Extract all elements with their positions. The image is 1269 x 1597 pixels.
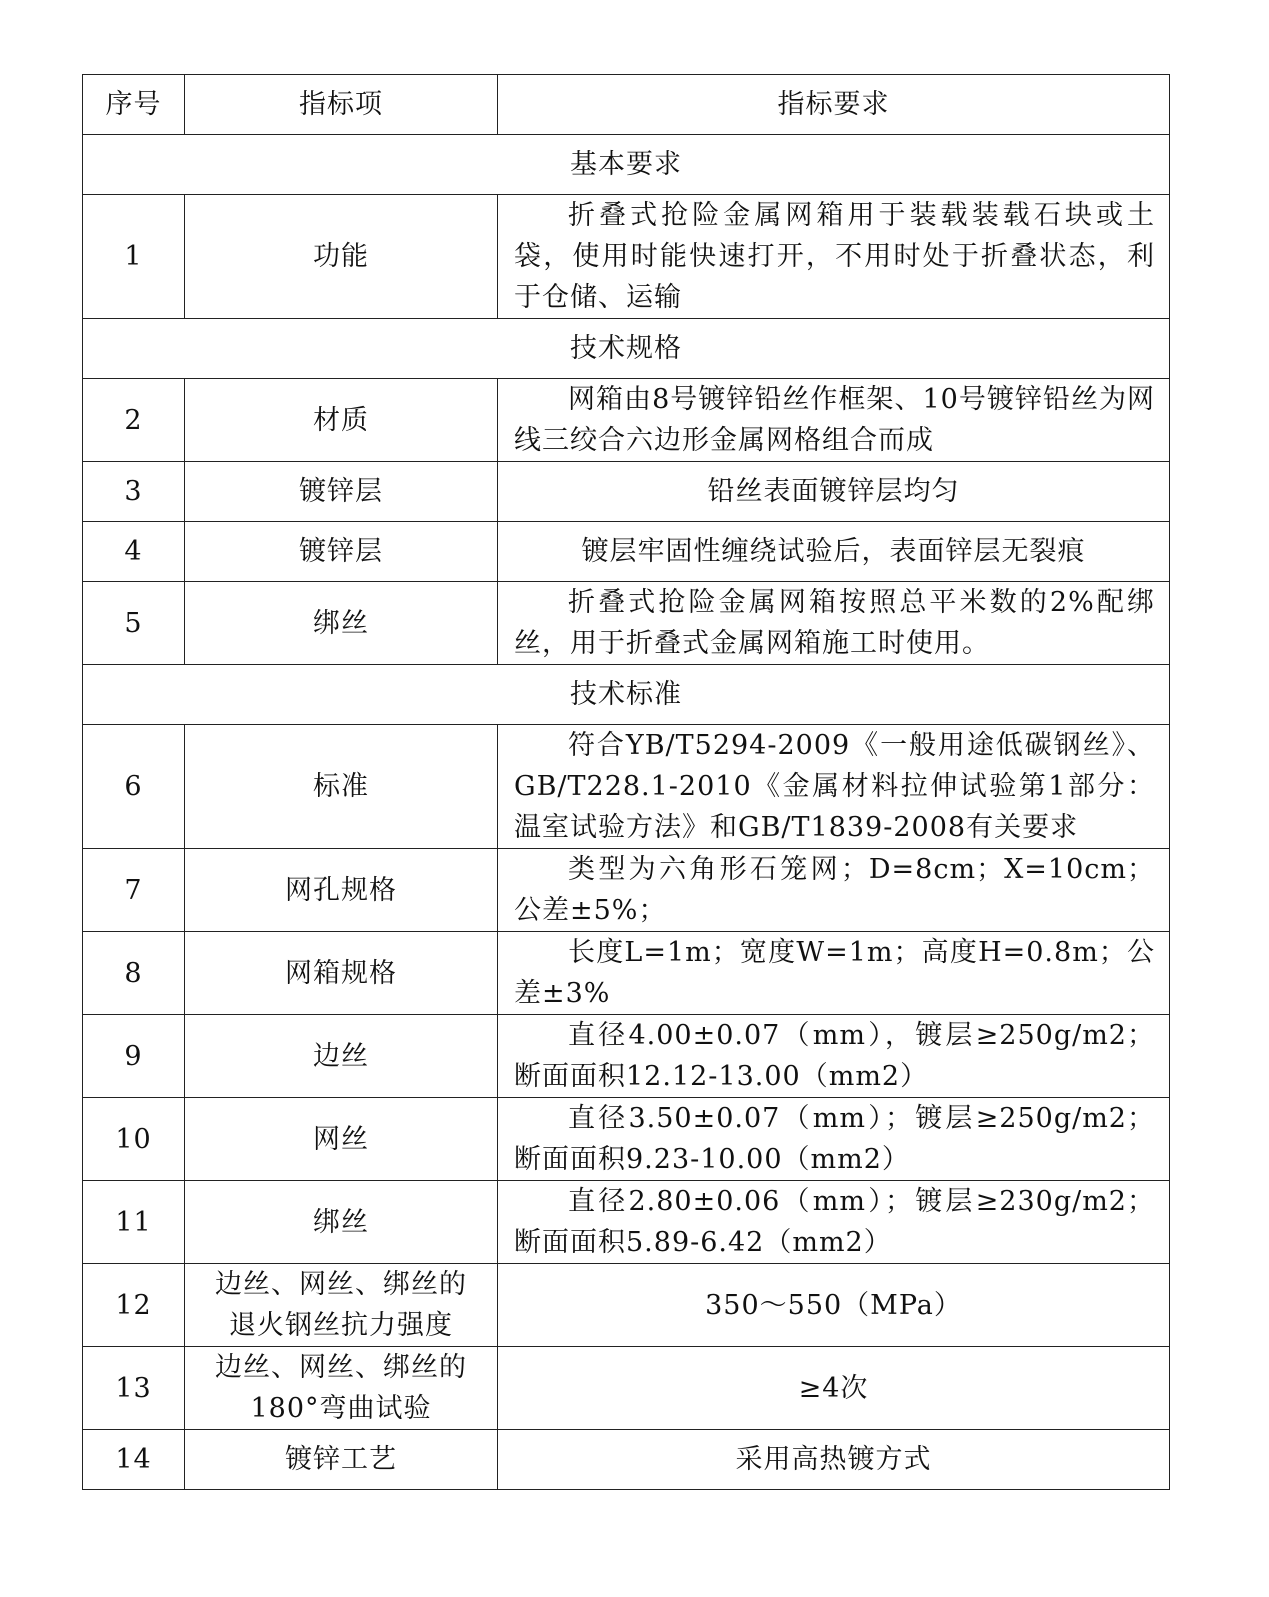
table-row bbox=[83, 462, 1170, 522]
row-requirement: 类型为六角形石笼网；D=8cm；X=10cm；公差±5%； bbox=[498, 849, 1170, 932]
row-requirement: 网箱由8号镀锌铅丝作框架、10号镀锌铅丝为网线三绞合六边形金属网格组合而成 bbox=[498, 379, 1170, 462]
row-item: 标准 bbox=[185, 725, 498, 849]
table-row bbox=[83, 1264, 1170, 1347]
row-requirement: 折叠式抢险金属网箱用于装载装载石块或土袋，使用时能快速打开，不用时处于折叠状态，利于仓储、运输 bbox=[498, 195, 1170, 319]
row-requirement: 350～550（MPa） bbox=[498, 1264, 1170, 1347]
table-row bbox=[83, 1430, 1170, 1490]
row-requirement: ≥4次 bbox=[498, 1347, 1170, 1430]
section-row-spec bbox=[83, 319, 1170, 379]
row-no: 14 bbox=[83, 1430, 185, 1490]
table-row bbox=[83, 1098, 1170, 1181]
row-item: 功能 bbox=[185, 195, 498, 319]
row-no: 5 bbox=[83, 582, 185, 665]
section-title-spec: 技术规格 bbox=[83, 319, 1170, 379]
row-item: 镀锌工艺 bbox=[185, 1430, 498, 1490]
row-item: 材质 bbox=[185, 379, 498, 462]
row-item: 镀锌层 bbox=[185, 522, 498, 582]
row-item: 网孔规格 bbox=[185, 849, 498, 932]
row-requirement: 长度L=1m；宽度W=1m；高度H=0.8m；公差±3% bbox=[498, 932, 1170, 1015]
row-item-line2: 180°弯曲试验 bbox=[250, 1393, 432, 1424]
table-row bbox=[83, 1015, 1170, 1098]
row-item-line1: 边丝、网丝、绑丝的 bbox=[215, 1352, 467, 1383]
row-item: 网丝 bbox=[185, 1098, 498, 1181]
row-item: 绑丝 bbox=[185, 1181, 498, 1264]
row-requirement: 折叠式抢险金属网箱按照总平米数的2%配绑丝，用于折叠式金属网箱施工时使用。 bbox=[498, 582, 1170, 665]
row-no: 7 bbox=[83, 849, 185, 932]
row-item: 边丝 bbox=[185, 1015, 498, 1098]
row-no: 11 bbox=[83, 1181, 185, 1264]
table-row bbox=[83, 932, 1170, 1015]
table-row bbox=[83, 849, 1170, 932]
row-item: 绑丝 bbox=[185, 582, 498, 665]
table-row bbox=[83, 522, 1170, 582]
row-no: 13 bbox=[83, 1347, 185, 1430]
header-item: 指标项 bbox=[185, 75, 498, 135]
row-item-line1: 边丝、网丝、绑丝的 bbox=[215, 1269, 467, 1300]
table-row bbox=[83, 1181, 1170, 1264]
table-row bbox=[83, 195, 1170, 319]
row-requirement: 铅丝表面镀锌层均匀 bbox=[498, 462, 1170, 522]
row-no: 8 bbox=[83, 932, 185, 1015]
row-requirement: 采用高热镀方式 bbox=[498, 1430, 1170, 1490]
row-no: 10 bbox=[83, 1098, 185, 1181]
row-item: 网箱规格 bbox=[185, 932, 498, 1015]
header-row bbox=[83, 75, 1170, 135]
row-requirement: 镀层牢固性缠绕试验后，表面锌层无裂痕 bbox=[498, 522, 1170, 582]
row-item: 镀锌层 bbox=[185, 462, 498, 522]
row-item bbox=[185, 1264, 498, 1347]
table-row bbox=[83, 582, 1170, 665]
row-requirement: 符合YB/T5294-2009《一般用途低碳钢丝》、GB/T228.1-2010《金属材料拉伸试验第1部分：温室试验方法》和GB/T1839-2008有关要求 bbox=[498, 725, 1170, 849]
row-no: 1 bbox=[83, 195, 185, 319]
table-row bbox=[83, 379, 1170, 462]
row-no: 9 bbox=[83, 1015, 185, 1098]
section-row-standard bbox=[83, 665, 1170, 725]
row-requirement: 直径4.00±0.07（mm），镀层≥250g/m2；断面面积12.12-13.00（mm2） bbox=[498, 1015, 1170, 1098]
table-row bbox=[83, 1347, 1170, 1430]
row-requirement: 直径3.50±0.07（mm）；镀层≥250g/m2；断面面积9.23-10.00（mm2） bbox=[498, 1098, 1170, 1181]
row-no: 6 bbox=[83, 725, 185, 849]
row-item-line2: 退火钢丝抗力强度 bbox=[229, 1310, 453, 1341]
row-no: 3 bbox=[83, 462, 185, 522]
table-row bbox=[83, 725, 1170, 849]
section-title-standard: 技术标准 bbox=[83, 665, 1170, 725]
spec-table bbox=[82, 74, 1170, 1490]
section-title-basic: 基本要求 bbox=[83, 135, 1170, 195]
row-requirement: 直径2.80±0.06（mm）；镀层≥230g/m2；断面面积5.89-6.42（mm2） bbox=[498, 1181, 1170, 1264]
row-no: 4 bbox=[83, 522, 185, 582]
section-row-basic bbox=[83, 135, 1170, 195]
row-no: 12 bbox=[83, 1264, 185, 1347]
row-no: 2 bbox=[83, 379, 185, 462]
header-no: 序号 bbox=[83, 75, 185, 135]
header-requirement: 指标要求 bbox=[498, 75, 1170, 135]
row-item bbox=[185, 1347, 498, 1430]
